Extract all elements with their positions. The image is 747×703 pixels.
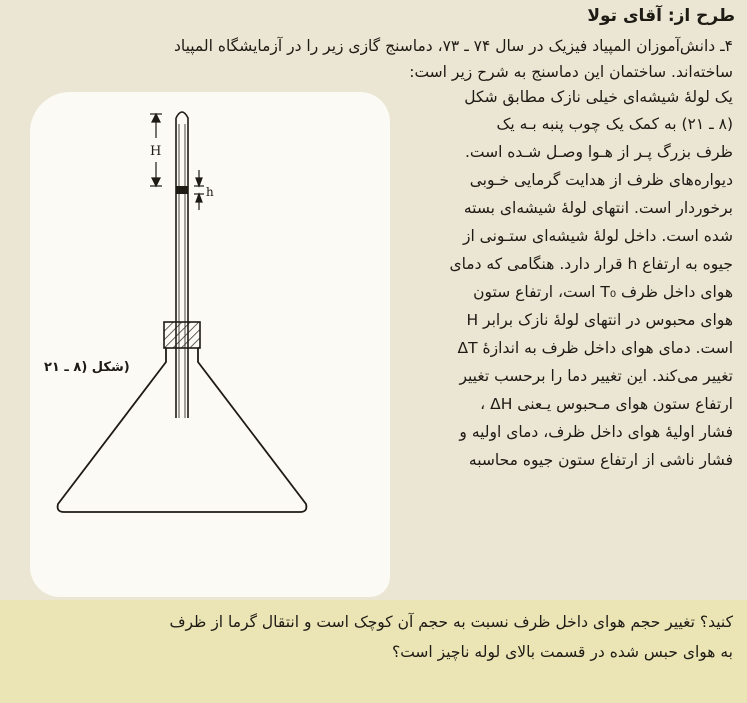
- figure-caption: (شکل (۸ ـ ۲۱: [44, 360, 130, 375]
- problem-line: ساخته‌اند. ساختمان این دماسنج به شرح زیر است:: [409, 63, 733, 81]
- cork-stopper: [164, 322, 200, 348]
- gas-thermometer-figure: [30, 100, 320, 530]
- label-H: H: [150, 144, 162, 159]
- designer-credit: طرح از: آقای تولا: [587, 6, 735, 26]
- problem-line: هوای داخل ظرف T₀ است، ارتفاع ستون: [473, 283, 733, 301]
- problem-line: شده است. داخل لولهٔ شیشه‌ای ستـونی از: [462, 227, 733, 245]
- problem-line: تغییر می‌کند. این تغییر دما را برحسب تغییر: [459, 367, 733, 385]
- problem-line: دیواره‌های ظرف از هدایت گرمایی خـوبی: [469, 171, 733, 189]
- problem-line: ظرف بزرگ پـر از هـوا وصـل شـده است.: [464, 143, 733, 161]
- problem-line: ارتفاع ستون هوای مـحبوس یـعنی ΔH ،: [480, 395, 733, 413]
- problem-line: کنید؟ تغییر حجم هوای داخل ظرف نسبت به حجم آن کوچک است و انتقال گرما از ظرف: [169, 613, 733, 631]
- problem-line: هوای محبوس در انتهای لولهٔ نازک برابر H: [466, 311, 733, 329]
- problem-line: جیوه به ارتفاع h قرار دارد. هنگامی که دمای: [449, 255, 733, 273]
- problem-line: برخوردار است. انتهای لولهٔ شیشه‌ای بسته: [463, 199, 733, 217]
- problem-line: ۴ـ دانش‌آموزان المپیاد فیزیک در سال ۷۴ ـ ۷۳، دماسنج گازی زیر را در آزمایشگاه المپیاد: [173, 37, 733, 55]
- mercury-column: [176, 186, 188, 194]
- problem-line: (۸ ـ ۲۱) به کمک یک چوب پنبه بـه یک: [496, 115, 733, 133]
- problem-line: فشار ناشی از ارتفاع ستون جیوه محاسبه: [468, 451, 733, 469]
- dimension-h: [194, 170, 204, 210]
- problem-line: فشار اولیهٔ هوای داخل ظرف، دمای اولیه و: [459, 423, 733, 441]
- problem-line: است. دمای هوای داخل ظرف به اندازهٔ ΔT: [457, 339, 733, 357]
- problem-line: یک لولهٔ شیشه‌ای خیلی نازک مطابق شکل: [464, 88, 733, 106]
- label-h: h: [206, 185, 214, 199]
- glass-tube: [176, 112, 188, 418]
- problem-line: به هوای حبس شده در قسمت بالای لوله ناچیز است؟: [391, 643, 733, 661]
